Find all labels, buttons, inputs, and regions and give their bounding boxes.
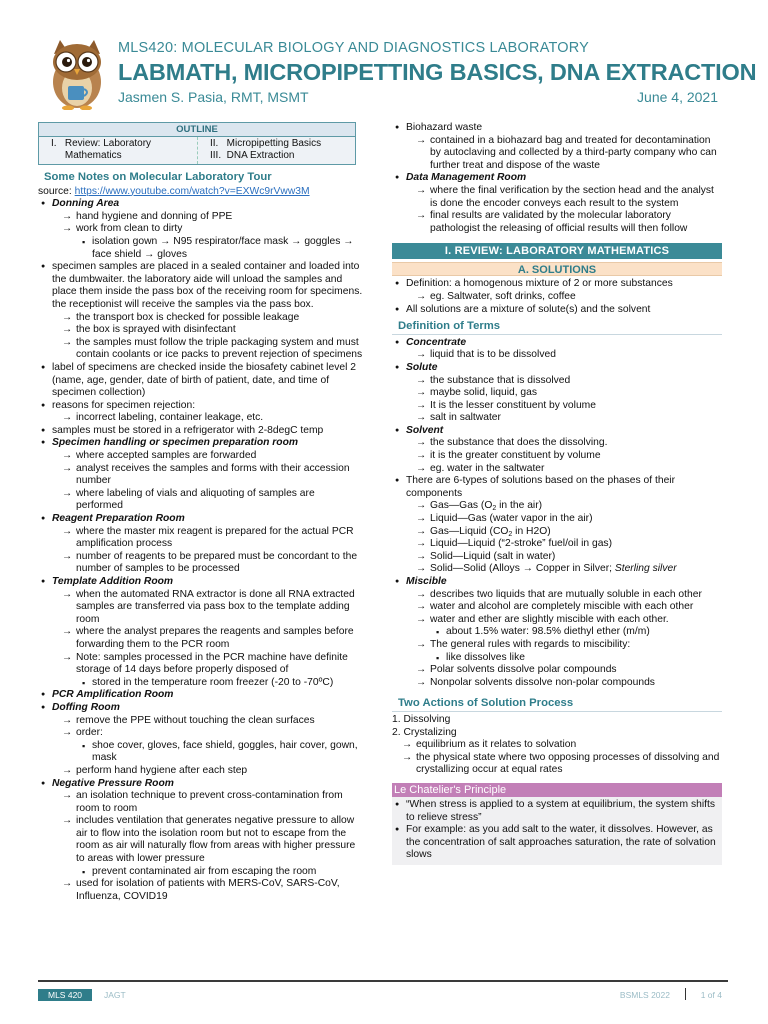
list-item (392, 576, 722, 689)
list-item: ● “When stress is applied to a system at equilibrium, the system shifts to relieve stress” (392, 799, 722, 824)
list-item (392, 425, 722, 475)
storage-text: ● samples must be stored in a refrigerator with 2-8degC temp (52, 424, 324, 436)
handling-arrow-2: → analyst receives the samples and forms with their accession number (52, 463, 364, 488)
miscible-arrow-2: → water and alcohol are completely miscible with each other (406, 601, 722, 614)
list-item (38, 689, 364, 702)
tour-notes-list (38, 198, 364, 903)
solvent-title: ● Solvent (406, 424, 444, 436)
outline-item-dna-extraction: III. DNA Extraction (210, 150, 295, 161)
reagent-arrow-1: → where the master mix reagent is prepared for the actual PCR amplification process (52, 526, 364, 551)
doffing-arrow-3: → perform hand hygiene after each step (52, 765, 364, 778)
list-item (38, 400, 364, 425)
miscible-arrow-4: → The general rules with regards to miscibility: (406, 639, 722, 652)
page-title: LABMATH, MICROPIPETTING BASICS, DNA EXTRACTION (118, 59, 757, 85)
outline-right-cell (197, 137, 355, 164)
list-item: 1. Dissolving (392, 713, 451, 725)
label-text: ● label of specimens are checked inside the biosafety cabinet level 2 (name, age, gender, date of birth of patient, date, and time of specimen collection) (52, 361, 356, 399)
owl-mascot-icon (44, 36, 110, 110)
solute-title: ● Solute (406, 361, 438, 373)
handling-arrow-1: → where accepted samples are forwarded (52, 450, 364, 463)
list-item (38, 778, 364, 904)
type-gas-liquid: → Gas—Liquid ($CO_2$ in H2O) (406, 526, 722, 539)
solute-arrow-1: → the substance that is dissolved (406, 375, 722, 388)
page-footer (38, 980, 728, 1008)
list-item (38, 513, 364, 576)
outline-item-review: I. Review: Laboratory (51, 138, 152, 149)
type-liquid-gas: → Liquid—Gas (water vapor in the air) (406, 513, 722, 526)
definition-text: ● Definition: a homogenous mixture of 2 or more substances (406, 278, 673, 290)
source-label: source: (38, 185, 75, 197)
miscible-arrow-6: → Nonpolar solvents dissolve non-polar compounds (406, 677, 722, 690)
solute-arrow-2: → maybe solid, liquid, gas (406, 387, 722, 400)
biohazard-arrow-1: → contained in a biohazard bag and treated for decontamination by autoclaving and collected by a third-party company who can further treat and dispose of the waste (406, 135, 722, 173)
miscible-arrow-3: → water and ether are slightly miscible with each other. (406, 614, 722, 627)
list-item (38, 261, 364, 362)
negative-arrow-2: → includes ventilation that generates negative pressure to allow air to flow into the isolation room but not to escape from the room as air will naturally flow from areas with higher pressure to areas with lower pressure (52, 815, 364, 865)
doffing-sub-1: ▪ shoe cover, gloves, face shield, goggles, hair cover, gown, mask (52, 740, 364, 765)
solvent-arrow-1: → the substance that does the dissolving. (406, 437, 722, 450)
list-item (392, 475, 722, 576)
template-arrow-2: → where the analyst prepares the reagents and samples before forwarding them to the PCR room (52, 626, 364, 651)
document-date: June 4, 2021 (637, 89, 718, 105)
miscible-sub-1: ▪ about 1.5% water: 98.5% diethyl ether (m/m) (406, 626, 722, 639)
handling-arrow-3: → where labeling of vials and aliquoting of samples are performed (52, 488, 364, 513)
donning-sub-1: ▪ isolation gown → N95 respirator/face mask → goggles → face shield → gloves (52, 236, 364, 261)
negative-arrow-1: → an isolation technique to prevent cross-contamination from room to room (52, 790, 364, 815)
solvent-arrow-3: → eg. water in the saltwater (406, 463, 722, 476)
notes-heading: Some Notes on Molecular Laboratory Tour (44, 171, 272, 183)
handling-title: ● Specimen handling or specimen preparation room (52, 437, 299, 449)
list-item (38, 198, 364, 261)
list-item (392, 337, 722, 362)
doffing-arrow-1: → remove the PPE without touching the clean surfaces (52, 715, 364, 728)
list-item (38, 576, 364, 689)
list-item (392, 278, 722, 303)
specimen-text: ● specimen samples are placed in a sealed container and loaded into the dumbwaiter. the laboratory aide will unload the samples and place them inside the pass box of the receiving room for specimens. the receptionist will receive the samples via the pass box. (52, 261, 363, 310)
negative-arrow-3: → used for isolation of patients with MERS-CoV, SARS-CoV, Influenza, COVID19 (52, 878, 364, 903)
concentrate-title: ● Concentrate (406, 336, 467, 348)
template-arrow-3: → Note: samples processed in the PCR machine have definite storage of 14 days before properly disposed of (52, 652, 364, 677)
lechatelier-heading: Le Chatelier's Principle (392, 783, 722, 797)
lechatelier-box (392, 797, 722, 865)
outline-item-micropipetting: II. Micropipetting Basics (210, 138, 322, 149)
author-name: Jasmen S. Pasia, RMT, MSMT (118, 89, 309, 105)
footer-initials: JAGT (104, 990, 126, 1000)
concentrate-arrow-1: → liquid that is to be dissolved (406, 349, 722, 362)
footer-course-code: MLS 420 (38, 989, 92, 1001)
doffing-title: ● Doffing Room (52, 701, 120, 713)
footer-program: BSMLS 2022 (619, 990, 670, 1000)
template-title: ● Template Addition Room (52, 576, 174, 587)
miscible-sub-2: ▪ like dissolves like (406, 652, 722, 665)
actions-heading: Two Actions of Solution Process (392, 697, 722, 712)
list-item (38, 425, 364, 438)
rejection-arrow-1: → incorrect labeling, container leakage, etc. (52, 412, 364, 425)
right-column (392, 122, 722, 865)
actions-arrow-1: → equilibrium as it relates to solvation (392, 739, 722, 752)
list-item: ● For example: as you add salt to the water, it dissolves. However, as the concentration of salt approaches saturation, the rate of solvation slows (392, 824, 722, 862)
document-header (0, 0, 768, 118)
footer-divider (38, 980, 728, 982)
miscible-title: ● Miscible (406, 576, 447, 587)
data-room-arrow-2: → final results are validated by the molecular laboratory pathologist the releasing of official results will then follow (406, 210, 722, 235)
subsection-heading-solutions: A. SOLUTIONS (392, 262, 722, 276)
footer-page-number: 1 of 4 (700, 990, 722, 1000)
doffing-arrow-2: → order: (52, 727, 364, 740)
source-link[interactable]: https://www.youtube.com/watch?v=EXWc9rVww3M (74, 185, 310, 197)
outline-table (38, 122, 356, 165)
list-item (392, 122, 722, 172)
specimen-arrow-1: → the transport box is checked for possible leakage (52, 312, 364, 325)
specimen-arrow-3: → the samples must follow the triple packaging system and must contain coolants or ice packs to prevent rejection of specimens (52, 337, 364, 362)
crystalizing-text: 2. Crystalizing (392, 726, 457, 738)
specimen-arrow-2: → the box is sprayed with disinfectant (52, 324, 364, 337)
type-solid-solid: → Solid—Solid (Alloys → Copper in Silver; Sterling silver (406, 563, 722, 576)
section-heading-review: I. REVIEW: LABORATORY MATHEMATICS (392, 243, 722, 259)
donning-arrow-1: → hand hygiene and donning of PPE (52, 211, 364, 224)
data-room-title: ● Data Management Room (406, 172, 527, 184)
rejection-text: ● reasons for specimen rejection: (52, 399, 196, 411)
donning-arrow-2: → work from clean to dirty (52, 223, 364, 236)
list-item (38, 362, 364, 400)
outline-left-cell (39, 137, 197, 164)
miscible-arrow-1: → describes two liquids that are mutually soluble in each other (406, 589, 722, 602)
list-item (38, 437, 364, 513)
data-room-arrow-1: → where the final verification by the section head and the analyst is done the encoder conveys each result to the system (406, 185, 722, 210)
list-item (38, 702, 364, 778)
source-line (38, 186, 364, 199)
all-solutions-text: ● All solutions are a mixture of solute(s) and the solvent (406, 303, 651, 315)
template-arrow-1: → when the automated RNA extractor is done all RNA extracted samples are transferred via pass box to the template adding room (52, 589, 364, 627)
solute-arrow-4: → salt in saltwater (406, 412, 722, 425)
donning-title: ● Donning Area (52, 198, 120, 210)
reagent-arrow-2: → number of reagents to be prepared must be concordant to the number of samples to be processed (52, 551, 364, 576)
terms-list (392, 337, 722, 690)
pcr-title: ● PCR Amplification Room (52, 689, 174, 701)
solutions-list (392, 278, 722, 316)
course-name: MLS420: MOLECULAR BIOLOGY AND DIAGNOSTICS LABORATORY (118, 40, 590, 56)
template-sub-1: ▪ stored in the temperature room freezer (-20 to -70ºC) (52, 677, 364, 690)
list-item (392, 362, 722, 425)
list-item (392, 304, 722, 317)
list-item (392, 727, 722, 777)
type-gas-gas: → Gas—Gas ($O_2$ in the air) (406, 500, 722, 513)
negative-title: ● Negative Pressure Room (52, 777, 174, 789)
footer-separator (685, 988, 686, 1000)
type-liquid-liquid: → Liquid—Liquid (“2-stroke” fuel/oil in gas) (406, 538, 722, 551)
reagent-title: ● Reagent Preparation Room (52, 513, 185, 525)
type-solid-liquid: → Solid—Liquid (salt in water) (406, 551, 722, 564)
list-item (392, 172, 722, 235)
types-text: ● There are 6-types of solutions based on the phases of their components (406, 475, 676, 499)
outline-item-review-cont: Mathematics (51, 150, 122, 161)
miscible-arrow-5: → Polar solvents dissolve polar compounds (406, 664, 722, 677)
solute-arrow-3: → It is the lesser constituent by volume (406, 400, 722, 413)
left-column (38, 122, 364, 903)
tour-notes-continued (392, 122, 722, 235)
biohazard-text: ● Biohazard waste (406, 122, 483, 133)
actions-list (392, 714, 722, 777)
definition-example: → eg. Saltwater, soft drinks, coffee (406, 291, 722, 304)
actions-arrow-2: → the physical state where two opposing processes of dissolving and crystallizing occur at equal rates (392, 752, 722, 777)
negative-sub-1: ▪ prevent contaminated air from escaping the room (52, 866, 364, 879)
terms-heading: Definition of Terms (392, 320, 722, 335)
solvent-arrow-2: → it is the greater constituent by volume (406, 450, 722, 463)
outline-heading: OUTLINE (39, 123, 355, 137)
